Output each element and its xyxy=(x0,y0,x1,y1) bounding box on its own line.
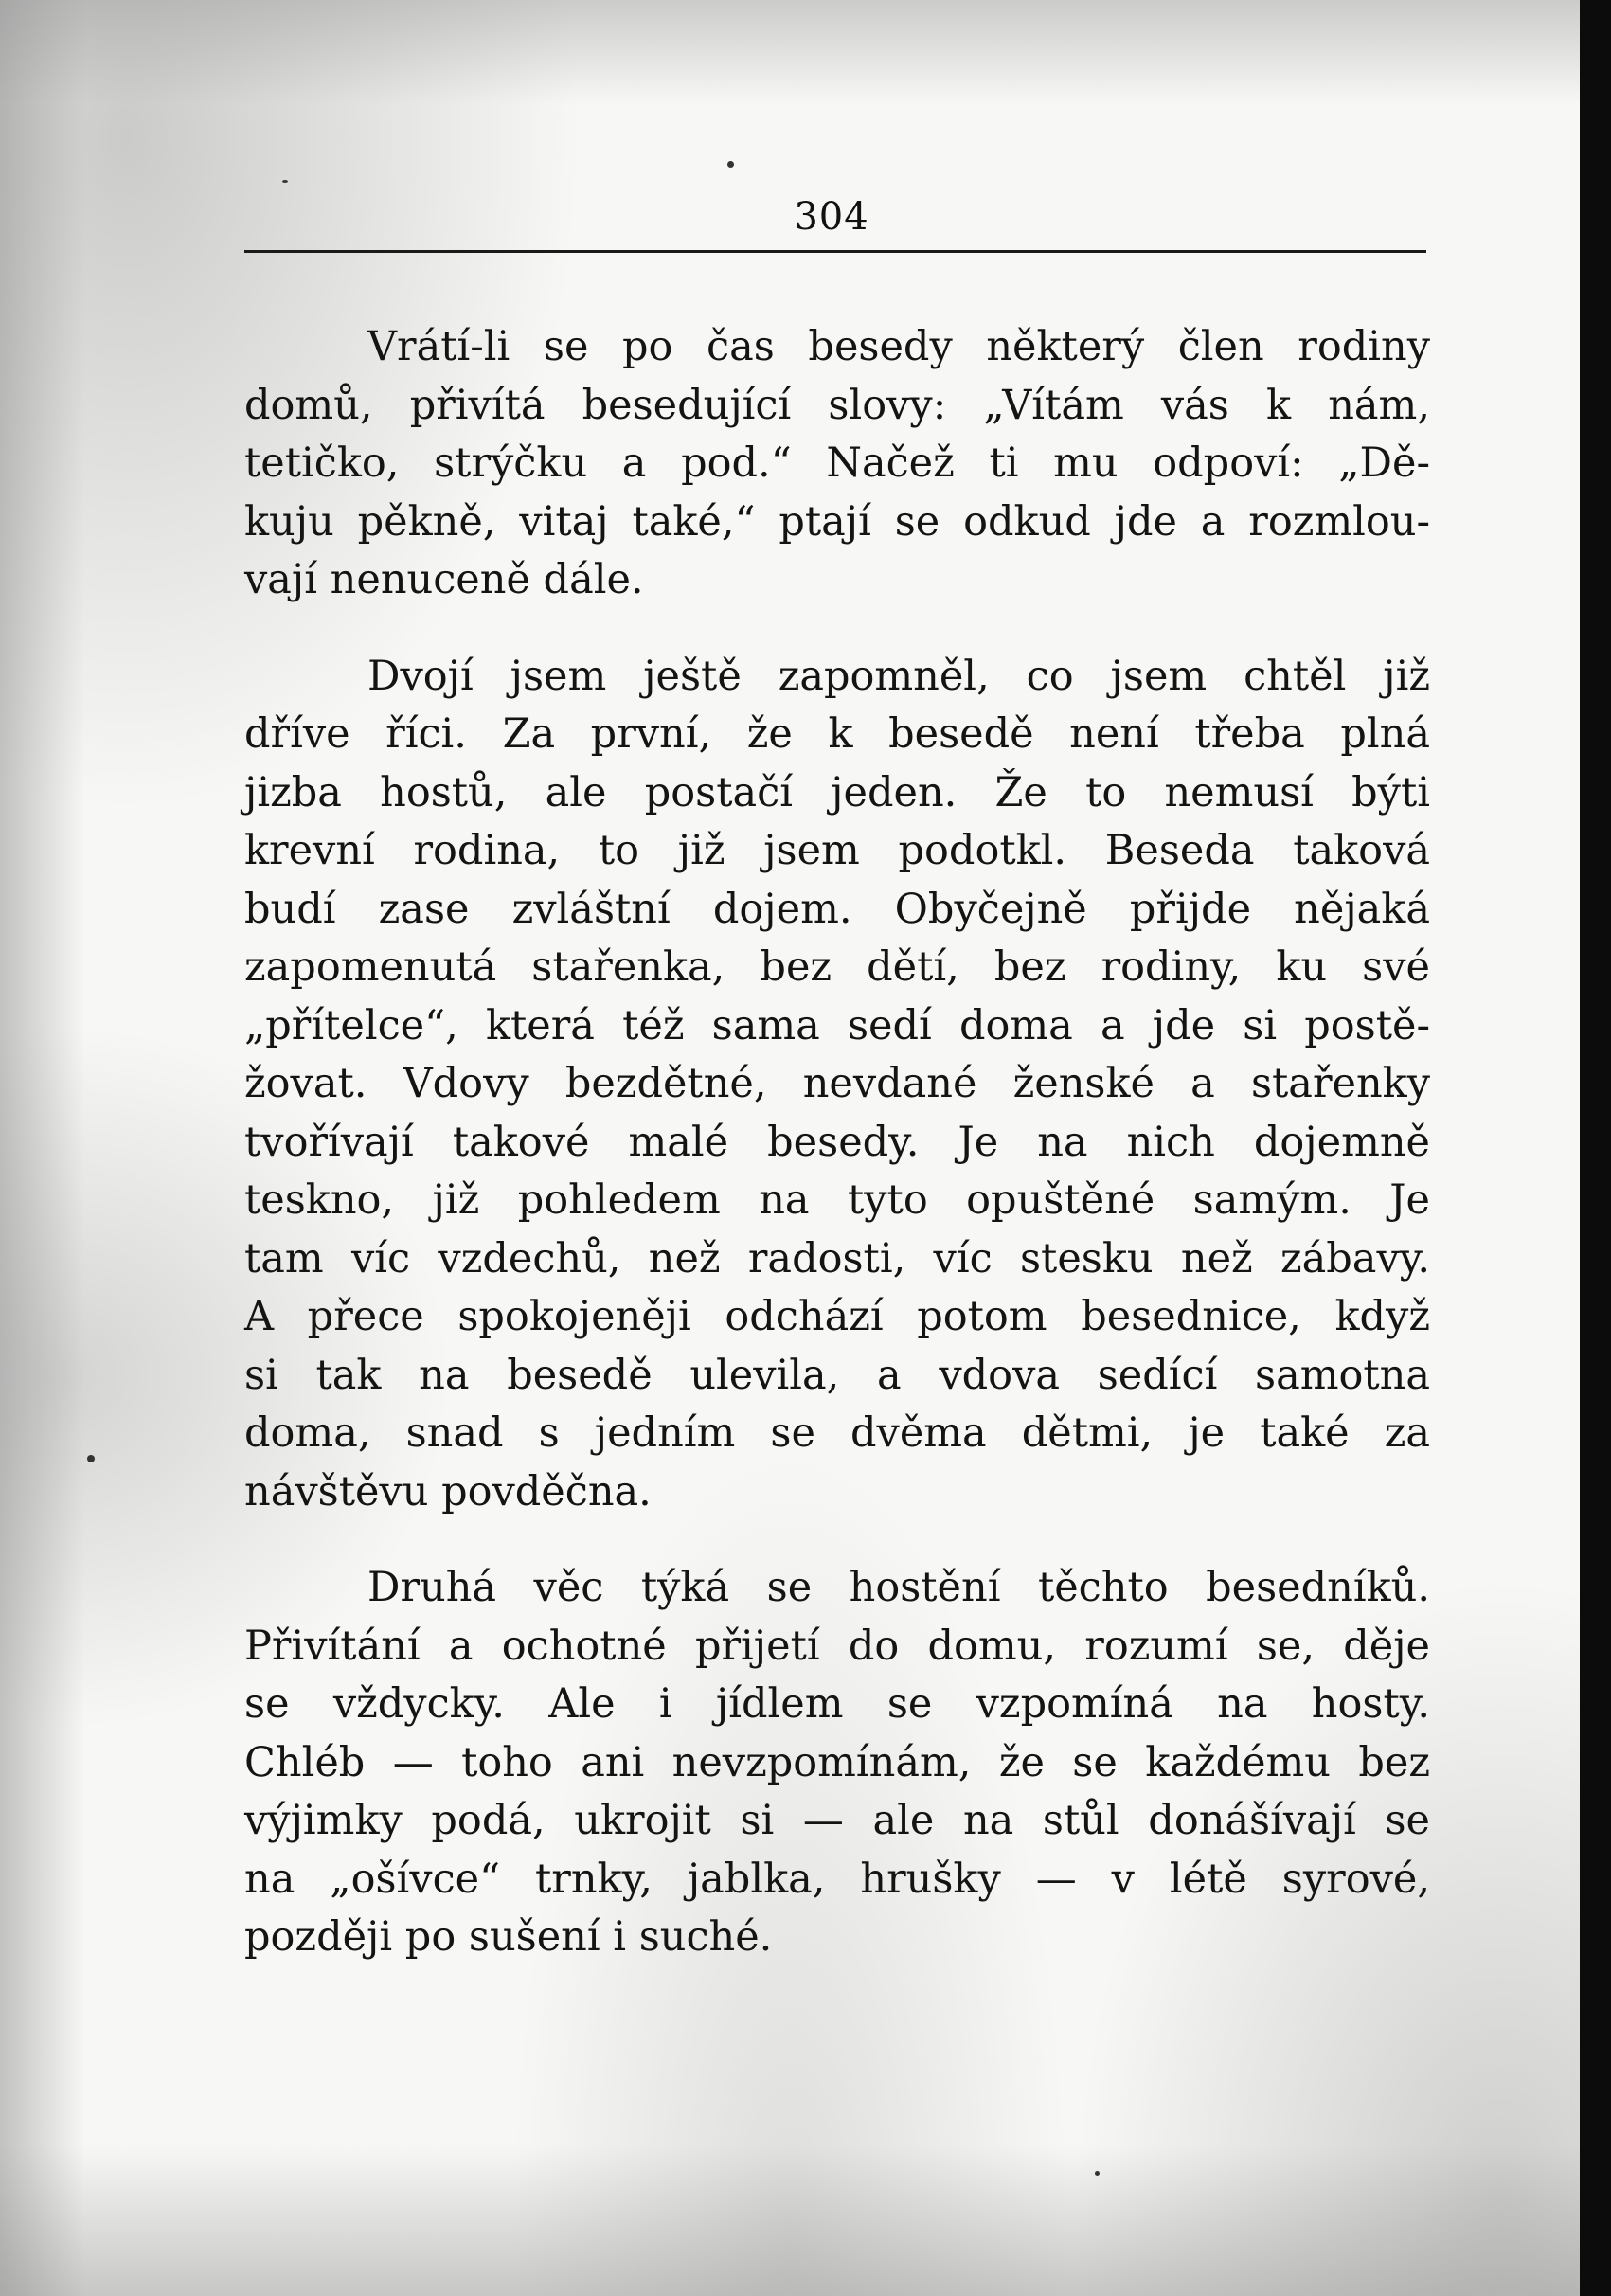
text-line: A přece spokojeněji odchází potom besednice, když xyxy=(244,1293,1430,1340)
scan-speck xyxy=(87,1455,95,1462)
body-text xyxy=(244,318,1430,1967)
text-line: Dvojí jsem ještě zapomněl, co jsem chtěl již xyxy=(367,652,1430,700)
text-line: zapomenutá stařenka, bez dětí, bez rodiny, ku své xyxy=(244,943,1430,991)
text-line: doma, snad s jedním se dvěma dětmi, je také za xyxy=(244,1409,1430,1457)
page-number: 304 xyxy=(794,195,869,239)
header-rule xyxy=(244,250,1426,253)
scan-speck xyxy=(282,180,288,183)
text-line: výjimky podá, ukrojit si — ale na stůl donášívají se xyxy=(244,1797,1430,1844)
text-line: dříve říci. Za první, že k besedě není třeba plná xyxy=(244,710,1430,758)
text-line: „přítelce“, která též sama sedí doma a jde si postě- xyxy=(244,1001,1430,1049)
text-line: jizba hostů, ale postačí jeden. Že to nemusí býti xyxy=(244,768,1430,816)
text-line: návštěvu povděčna. xyxy=(244,1467,652,1516)
text-line: domů, přivítá besedující slovy: „Vítám vás k nám, xyxy=(244,381,1430,429)
text-line: tam víc vzdechů, než radosti, víc stesku než zábavy. xyxy=(244,1234,1430,1283)
scan-shadow-top xyxy=(0,0,1580,104)
text-line: krevní rodina, to již jsem podotkl. Beseda taková xyxy=(244,827,1430,874)
scan-speck xyxy=(1095,2171,1100,2176)
text-line: kuju pěkně, vitaj také,“ ptají se odkud jde a rozmlou- xyxy=(244,497,1430,546)
text-line: si tak na besedě ulevila, a vdova sedící samotna xyxy=(244,1351,1430,1399)
text-line: později po sušení i suché. xyxy=(244,1913,773,1961)
text-line: se vždycky. Ale i jídlem se vzpomíná na hosty. xyxy=(244,1680,1430,1728)
text-line: vají nenuceně dále. xyxy=(244,556,644,603)
text-line: na „ošívce“ trnky, jablka, hrušky — v létě syrové, xyxy=(244,1855,1430,1903)
text-line: teskno, již pohledem na tyto opuštěné samým. Je xyxy=(244,1176,1430,1224)
text-line: Druhá věc týká se hostění těchto besedníků. xyxy=(367,1564,1430,1611)
scan-border-right xyxy=(1580,0,1611,2296)
scan-shadow-bottom xyxy=(0,2144,1580,2296)
text-line: tvořívají takové malé besedy. Je na nich dojemně xyxy=(244,1118,1430,1166)
text-line: Chléb — toho ani nevzpomínám, že se každému bez xyxy=(244,1738,1430,1786)
paragraph-3 xyxy=(244,1559,1430,1967)
scan-speck xyxy=(727,161,734,168)
text-line: Přivítání a ochotné přijetí do domu, rozumí se, děje xyxy=(244,1622,1430,1670)
scan-shadow-left xyxy=(0,0,85,2296)
paragraph-2 xyxy=(244,648,1430,1522)
text-line: žovat. Vdovy bezdětné, nevdané ženské a stařenky xyxy=(244,1060,1430,1107)
text-line: Vrátí-li se po čas besedy některý člen rodiny xyxy=(367,323,1430,370)
text-line: tetičko, strýčku a pod.“ Načež ti mu odpoví: „Dě- xyxy=(244,439,1430,487)
paragraph-1 xyxy=(244,318,1430,610)
text-line: budí zase zvláštní dojem. Obyčejně přijde nějaká xyxy=(244,885,1430,933)
